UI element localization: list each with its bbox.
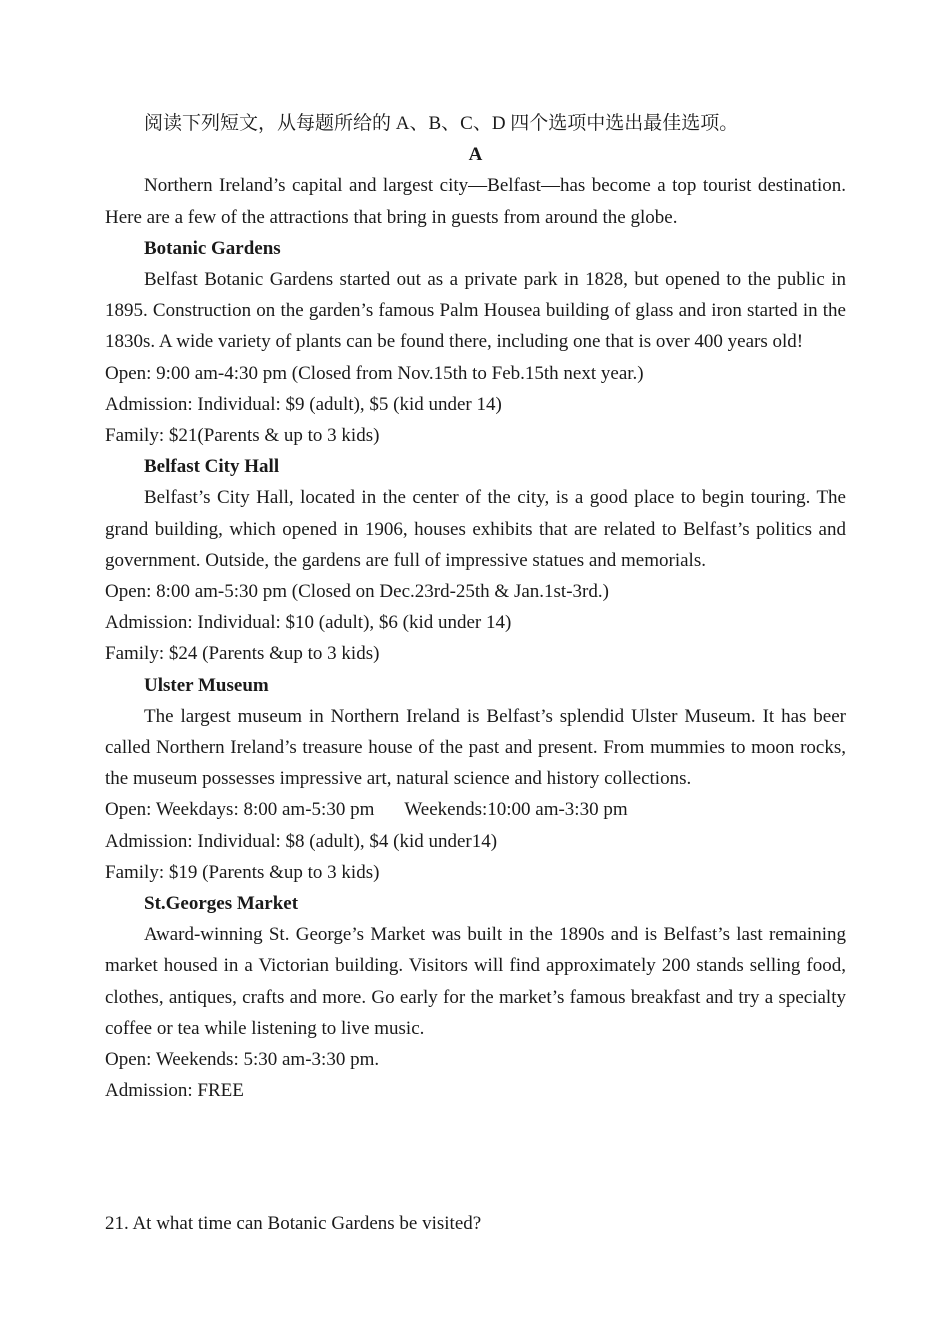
admission-individual: Admission: FREE <box>105 1080 244 1102</box>
attraction-description: Belfast Botanic Gardens started out as a private park in 1828, but opened to the public in 1895. Construction on the garden’s famous Palm Housea building of glass and iron started in the 1830s. A wide variety of plants can be found there, including one that is over 400 years old! <box>105 269 846 353</box>
attraction-heading: St.Georges Market <box>144 893 299 915</box>
admission-family: Family: $21(Parents & up to 3 kids) <box>105 425 380 447</box>
opening-hours: Open: 8:00 am-5:30 pm (Closed on Dec.23rd-25th & Jan.1st-3rd.) <box>105 581 609 603</box>
admission-family: Family: $19 (Parents &up to 3 kids) <box>105 861 380 883</box>
section-label: A <box>468 144 483 166</box>
intro-paragraph: Northern Ireland’s capital and largest city—Belfast—has become a top tourist destination. Here are a few of the attractions that bring in guests from around the globe. <box>105 175 846 228</box>
instruction: 阅读下列短文，从每题所给的 A、B、C、D 四个选项中选出最佳选项。 <box>144 113 739 134</box>
attraction-heading: Belfast City Hall <box>144 456 280 478</box>
attraction-description: The largest museum in Northern Ireland is Belfast’s splendid Ulster Museum. It has beer called Northern Ireland’s treasure house of the past and present. From mummies to moon rocks, the museum possesses impressive art, natural science and history collections. <box>105 705 846 790</box>
opening-hours: Open: 9:00 am-4:30 pm (Closed from Nov.15th to Feb.15th next year.) <box>105 362 644 384</box>
question-21: 21. At what time can Botanic Gardens be visited? <box>105 1213 482 1234</box>
opening-hours: Open: Weekends: 5:30 am-3:30 pm. <box>105 1049 380 1071</box>
attraction-heading: Ulster Museum <box>144 674 269 696</box>
attraction-heading: Botanic Gardens <box>144 237 281 259</box>
admission-individual: Admission: Individual: $9 (adult), $5 (kid under 14) <box>105 393 502 415</box>
reading-passage <box>105 108 846 1107</box>
admission-individual: Admission: Individual: $8 (adult), $4 (kid under14) <box>105 830 498 852</box>
admission-individual: Admission: Individual: $10 (adult), $6 (kid under 14) <box>105 612 512 634</box>
opening-hours <box>105 794 846 825</box>
attraction-description: Belfast’s City Hall, located in the center of the city, is a good place to begin touring. The grand building, which opened in 1906, houses exhibits that are related to Belfast’s politics and government. Outside, the gardens are full of impressive statues and memorials. <box>105 487 846 571</box>
admission-family: Family: $24 (Parents &up to 3 kids) <box>105 643 380 665</box>
opening-hours-weekdays: Open: Weekdays: 8:00 am-5:30 pm <box>105 799 375 821</box>
opening-hours-weekends: Weekends:10:00 am-3:30 pm <box>404 799 628 821</box>
attraction-description: Award-winning St. George’s Market was built in the 1890s and is Belfast’s last remaining market housed in a Victorian building. Visitors will find approximately 200 stands selling food, clothes, antiques, crafts and more. Go early for the market’s famous breakfast and try a specialty coffee or tea while listening to live music. <box>105 924 846 1039</box>
